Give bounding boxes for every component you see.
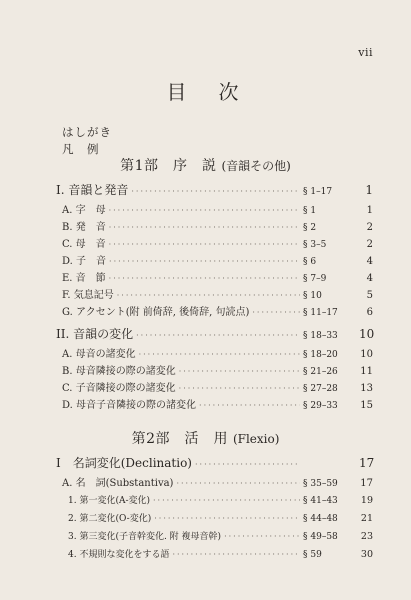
toc-page: 2 bbox=[366, 222, 373, 233]
toc-label: B. 発 音 bbox=[62, 222, 106, 233]
toc-page: 11 bbox=[360, 366, 373, 377]
toc-section: § 18–20 bbox=[303, 350, 338, 360]
leader-dots bbox=[195, 460, 300, 469]
toc-page: 2 bbox=[366, 239, 373, 250]
toc-page: 13 bbox=[360, 383, 373, 394]
toc-section: § 21–26 bbox=[303, 367, 338, 377]
toc-section: § 29–33 bbox=[303, 401, 338, 411]
toc-page: 4 bbox=[366, 273, 373, 284]
toc-row bbox=[0, 286, 411, 302]
toc-page: 21 bbox=[360, 513, 373, 524]
leader-dots bbox=[109, 274, 300, 283]
toc-page: 4 bbox=[366, 256, 373, 267]
toc-section: § 7–9 bbox=[303, 274, 327, 284]
part2-note: (Flexio) bbox=[232, 432, 280, 446]
toc-label: 3. 第三変化(子音幹変化. 附 複母音幹) bbox=[68, 532, 222, 542]
part2-heading bbox=[0, 428, 411, 448]
toc-label: D. 子 音 bbox=[62, 256, 107, 267]
leader-dots bbox=[153, 496, 300, 505]
page-title: 目 次 bbox=[166, 80, 245, 104]
toc-row bbox=[0, 474, 411, 490]
leader-dots bbox=[109, 257, 300, 266]
toc-page: 19 bbox=[360, 495, 373, 506]
toc-section: § 1–17 bbox=[303, 187, 333, 197]
toc-section: § 27–28 bbox=[303, 384, 338, 394]
page-number: vii bbox=[358, 46, 373, 59]
toc-section: § 41–43 bbox=[303, 496, 338, 506]
toc-row bbox=[0, 362, 411, 378]
toc-row bbox=[0, 252, 411, 268]
leader-dots bbox=[172, 550, 300, 559]
toc-row bbox=[0, 325, 411, 341]
toc-page: 10 bbox=[360, 349, 373, 360]
toc-row bbox=[0, 547, 411, 563]
toc-section: § 11–17 bbox=[303, 308, 338, 318]
leader-dots bbox=[154, 514, 300, 523]
toc-section: § 44–48 bbox=[303, 514, 338, 524]
preface-entry: はしがき bbox=[62, 125, 112, 139]
toc-section: § 6 bbox=[303, 257, 317, 267]
leader-dots bbox=[252, 308, 300, 317]
toc-row bbox=[0, 529, 411, 545]
part1-heading bbox=[0, 155, 411, 175]
toc-row bbox=[0, 201, 411, 217]
toc-section: § 10 bbox=[303, 291, 322, 301]
toc-label: I 名詞変化(Declinatio) bbox=[56, 456, 192, 470]
toc-label: A. 字 母 bbox=[62, 205, 106, 216]
toc-row bbox=[0, 303, 411, 319]
legend-entry: 凡 例 bbox=[62, 142, 100, 156]
toc-label: F. 気息記号 bbox=[62, 290, 114, 301]
toc-page: 1 bbox=[365, 183, 373, 197]
leader-dots bbox=[109, 223, 300, 232]
toc-page: 1 bbox=[366, 205, 373, 216]
toc-label: C. 母 音 bbox=[62, 239, 106, 250]
toc-row bbox=[0, 235, 411, 251]
toc-row bbox=[0, 493, 411, 509]
leader-dots bbox=[224, 532, 300, 541]
toc-row bbox=[0, 345, 411, 361]
part1-title: 第1部 序 説 bbox=[120, 158, 217, 174]
leader-dots bbox=[139, 350, 300, 359]
leader-dots bbox=[199, 401, 300, 410]
leader-dots bbox=[179, 384, 300, 393]
toc-label: II. 音韻の変化 bbox=[56, 327, 134, 341]
toc-page: 10 bbox=[359, 327, 375, 341]
toc-page: 5 bbox=[366, 290, 373, 301]
toc-page: 15 bbox=[360, 400, 373, 411]
toc-page: 23 bbox=[360, 531, 373, 542]
toc-label: 1. 第一変化(A-変化) bbox=[68, 496, 151, 506]
toc-label: I. 音韻と発音 bbox=[56, 183, 129, 197]
part1-note: (音韻その他) bbox=[221, 159, 291, 173]
leader-dots bbox=[176, 479, 300, 488]
toc-row bbox=[0, 379, 411, 395]
toc-section: § 3–5 bbox=[303, 240, 327, 250]
leader-dots bbox=[109, 206, 300, 215]
toc-section: § 49–58 bbox=[303, 532, 338, 542]
toc-section: § 59 bbox=[303, 550, 322, 560]
toc-label: A. 母音の諸変化 bbox=[62, 349, 136, 360]
toc-section: § 35–59 bbox=[303, 479, 338, 489]
toc-page: 30 bbox=[360, 549, 373, 560]
toc-page: 17 bbox=[360, 478, 373, 489]
part2-title: 第2部 活 用 bbox=[131, 431, 228, 447]
toc-label: 2. 第二変化(O-変化) bbox=[68, 514, 152, 524]
toc-label: G. アクセント(附 前倚辞, 後倚辞, 句読点) bbox=[62, 307, 250, 318]
toc-row bbox=[0, 218, 411, 234]
toc-label: A. 名 詞(Substantiva) bbox=[62, 478, 174, 489]
leader-dots bbox=[179, 367, 300, 376]
toc-page: 17 bbox=[359, 456, 375, 470]
toc-label: D. 母音子音隣接の際の諸変化 bbox=[62, 400, 197, 411]
toc-row bbox=[0, 181, 411, 197]
toc-section: § 18–33 bbox=[303, 331, 338, 341]
toc-row bbox=[0, 396, 411, 412]
leader-dots bbox=[109, 240, 300, 249]
toc-row bbox=[0, 269, 411, 285]
toc-label: C. 子音隣接の際の諸変化 bbox=[62, 383, 176, 394]
toc-label: E. 音 節 bbox=[62, 273, 106, 284]
leader-dots bbox=[131, 187, 300, 196]
toc-row bbox=[0, 454, 411, 470]
toc-row bbox=[0, 511, 411, 527]
toc-section: § 1 bbox=[303, 206, 317, 216]
toc-section: § 2 bbox=[303, 223, 317, 233]
leader-dots bbox=[136, 331, 300, 340]
leader-dots bbox=[117, 291, 300, 300]
toc-page: 6 bbox=[366, 307, 373, 318]
toc-label: B. 母音隣接の際の諸変化 bbox=[62, 366, 176, 377]
toc-label: 4. 不規則な変化をする語 bbox=[68, 550, 170, 560]
